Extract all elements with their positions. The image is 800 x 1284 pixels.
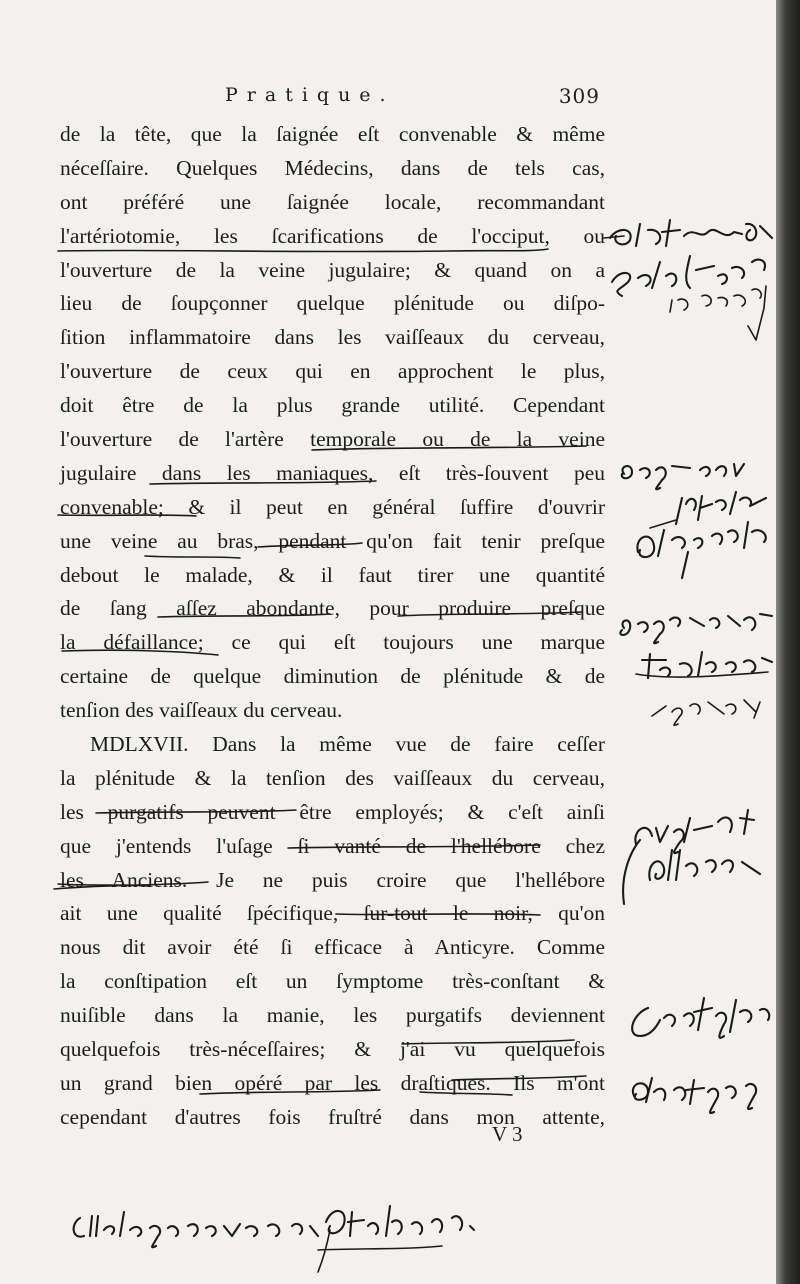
underline-marks bbox=[54, 249, 586, 1095]
running-head-title: Pratique. bbox=[225, 84, 395, 106]
text-line: cependant d'autres fois fruſtré dans mon attente, bbox=[60, 1104, 605, 1129]
text-line: ait une qualité ſpécifique, ſur-tout le noir, qu'on bbox=[60, 901, 605, 926]
margin-note-saignee-au-bras bbox=[622, 464, 766, 578]
text-line: l'artériotomie, les ſcarifications de l'occiput, ou bbox=[60, 223, 605, 248]
text-line: tenſion des vaiſſeaux du cerveau. bbox=[60, 698, 343, 723]
signature-mark: V 3 bbox=[492, 1122, 523, 1146]
text-line: l'ouverture de l'artère temporale ou de la veine bbox=[60, 427, 605, 452]
page-number: 309 bbox=[558, 84, 600, 108]
text-line: de ſang aſſez abondante, pour produire preſque bbox=[60, 596, 605, 621]
text-line: la défaillance; ce qui eſt toujours une marque bbox=[60, 630, 605, 655]
text-line: debout le malade, & il faut tirer une quantité bbox=[60, 562, 605, 587]
text-line: ſition inflammatoire dans les vaiſſeaux du cerveau, bbox=[60, 325, 605, 350]
text-line: de la tête, que la ſaignée eſt convenable & même bbox=[60, 122, 605, 146]
text-line: doit être de la plus grande utilité. Cependant bbox=[60, 393, 605, 418]
margin-note-arteriotomie bbox=[604, 220, 772, 246]
text-line: convenable; & il peut en général ſuffire d'ouvrir bbox=[60, 494, 605, 519]
section-heading-line: MDLXVII. Dans la même vue de faire ceſſer bbox=[90, 732, 605, 757]
text-line: la conſtipation eſt un ſymptome très-conſtant & bbox=[60, 969, 605, 994]
text-line: nuiſible dans la manie, les purgatifs deviennent bbox=[60, 1003, 605, 1028]
text-line: les Anciens. Je ne puis croire que l'hellébore bbox=[60, 867, 605, 892]
text-line: lieu de ſoupçonner quelque plénitude ou diſpo- bbox=[60, 291, 605, 316]
text-line: l'ouverture de la veine jugulaire; & quand on a bbox=[60, 257, 605, 282]
text-line: la plénitude & la tenſion des vaiſſeaux du cerveau, bbox=[60, 765, 605, 790]
margin-note-constipation bbox=[632, 998, 769, 1038]
text-line: un grand bien opéré par les draſtiques. Ils m'ont bbox=[60, 1070, 605, 1095]
text-line: les purgatifs peuvent être employés; & c'eſt ainſi bbox=[60, 799, 605, 824]
text-line: quelquefois très-néceſſaires; & j'ai vu quelquefois bbox=[60, 1037, 605, 1062]
margin-note-saignee-en-faisant-tenir-debout bbox=[620, 614, 772, 725]
text-line: que j'entends l'uſage ſi vanté de l'hellébore chez bbox=[60, 833, 605, 858]
margin-note-drastiques bbox=[633, 1078, 756, 1113]
text-line: ont préféré une ſaignée locale, recommandant bbox=[60, 189, 605, 214]
text-line: certaine de quelque diminution de plénitude & de bbox=[60, 664, 605, 689]
text-line: une veine au bras, pendant qu'on fait tenir preſque bbox=[60, 528, 605, 553]
text-line: l'ouverture de ceux qui en approchent le plus, bbox=[60, 359, 605, 384]
text-line: nous dit avoir été ſi efficace à Anticyre. Comme bbox=[60, 935, 605, 960]
text-line: jugulaire dans les maniaques, eſt très-ſouvent peu bbox=[60, 460, 605, 485]
text-line: néceſſaire. Quelques Médecins, dans de tels cas, bbox=[60, 155, 605, 180]
margin-note-scarifications bbox=[612, 256, 766, 340]
book-spine-edge bbox=[776, 0, 800, 1284]
bottom-handwritten-note bbox=[74, 1206, 474, 1272]
margin-note-purgatifs-ellebore bbox=[623, 810, 760, 904]
